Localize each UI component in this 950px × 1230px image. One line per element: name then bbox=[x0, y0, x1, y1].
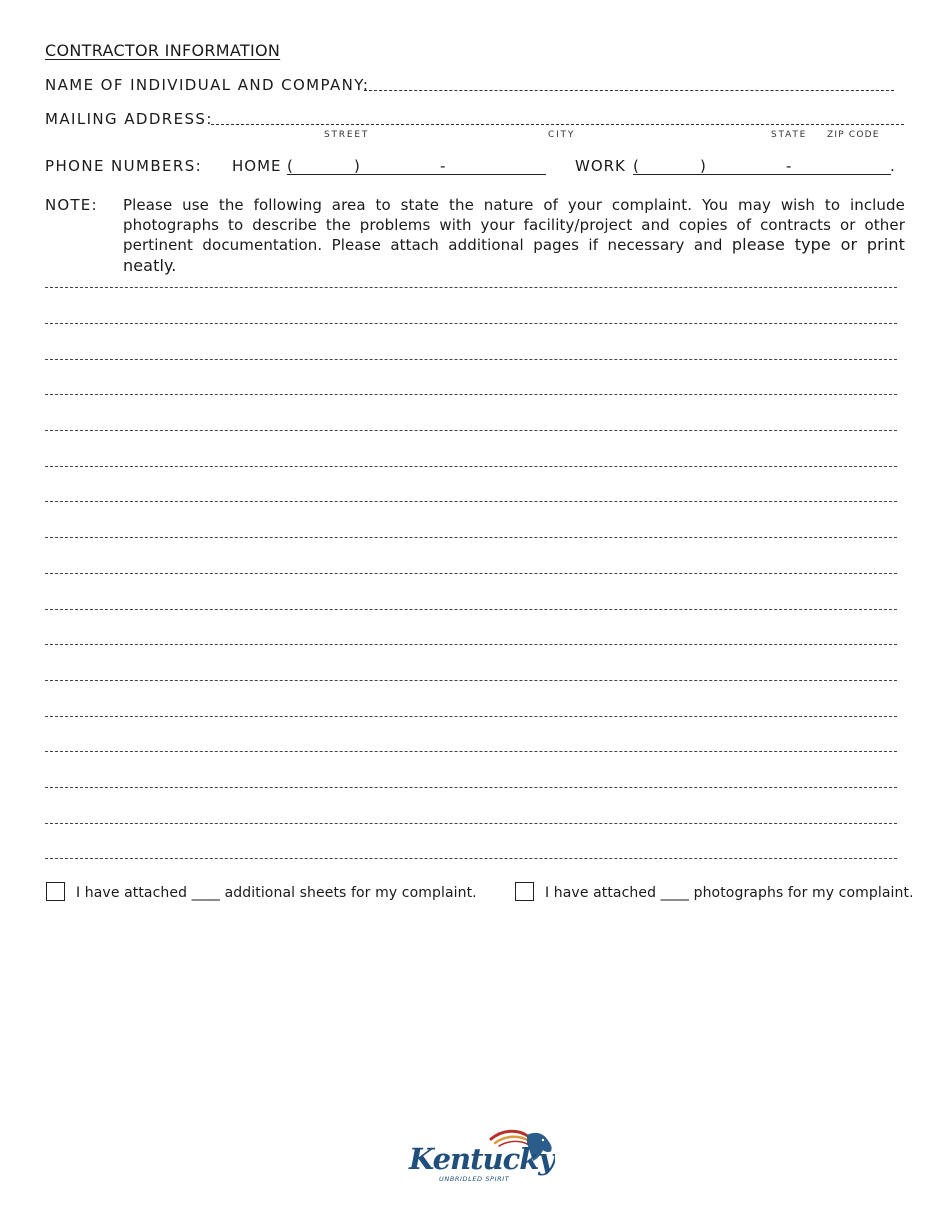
city-caption: CITY bbox=[548, 130, 576, 140]
complaint-line[interactable] bbox=[45, 287, 897, 288]
complaint-line[interactable] bbox=[45, 501, 897, 502]
state-caption: STATE bbox=[771, 130, 808, 140]
logo-wordmark: Kentucky bbox=[409, 1142, 555, 1176]
home-paren-close: ) bbox=[354, 157, 361, 175]
complaint-line[interactable] bbox=[45, 858, 897, 859]
complaint-line[interactable] bbox=[45, 751, 897, 752]
complaint-line[interactable] bbox=[45, 573, 897, 574]
name-field[interactable] bbox=[364, 90, 894, 91]
logo-tagline: UNBRIDLED SPIRIT bbox=[439, 1175, 510, 1183]
note-emphasis: please type or print neatly. bbox=[123, 235, 906, 275]
photographs-checkbox[interactable] bbox=[515, 882, 534, 901]
home-dash: - bbox=[440, 157, 447, 175]
home-label: HOME bbox=[232, 157, 282, 175]
mailing-address-label: MAILING ADDRESS: bbox=[45, 110, 213, 128]
note-text bbox=[123, 196, 905, 276]
complaint-line[interactable] bbox=[45, 716, 897, 717]
home-paren-open: ( bbox=[287, 157, 294, 175]
complaint-line[interactable] bbox=[45, 537, 897, 538]
complaint-line[interactable] bbox=[45, 323, 897, 324]
complaint-line[interactable] bbox=[45, 644, 897, 645]
note-label: NOTE: bbox=[45, 196, 98, 214]
photographs-label: I have attached ____ photographs for my complaint. bbox=[545, 885, 914, 901]
additional-sheets-checkbox[interactable] bbox=[46, 882, 65, 901]
complaint-line[interactable] bbox=[45, 394, 897, 395]
complaint-line[interactable] bbox=[45, 823, 897, 824]
horse-eye bbox=[542, 1139, 544, 1141]
work-label: WORK bbox=[575, 157, 626, 175]
complaint-line[interactable] bbox=[45, 359, 897, 360]
note-body: Please use the following area to state the nature of your complaint. You may wish to include photographs to describe the problems with your facility/project and copies of contracts or other pertinent documentation. Please attach additional pages if necessary and bbox=[123, 196, 905, 254]
zip-code-caption: ZIP CODE bbox=[827, 130, 880, 140]
kentucky-logo bbox=[407, 1125, 555, 1185]
phone-numbers-label: PHONE NUMBERS: bbox=[45, 157, 203, 175]
work-paren-open: ( bbox=[633, 157, 640, 175]
mailing-address-field[interactable] bbox=[211, 124, 904, 125]
street-caption: STREET bbox=[324, 130, 370, 140]
home-phone-field[interactable] bbox=[287, 174, 546, 175]
complaint-line[interactable] bbox=[45, 680, 897, 681]
complaint-line[interactable] bbox=[45, 787, 897, 788]
additional-sheets-label: I have attached ____ additional sheets for my complaint. bbox=[76, 885, 477, 901]
work-end-period: . bbox=[890, 157, 896, 175]
complaint-line[interactable] bbox=[45, 466, 897, 467]
complaint-line[interactable] bbox=[45, 430, 897, 431]
complaint-line[interactable] bbox=[45, 609, 897, 610]
work-phone-field[interactable] bbox=[633, 174, 891, 175]
section-title: CONTRACTOR INFORMATION bbox=[45, 41, 281, 60]
name-label: NAME OF INDIVIDUAL AND COMPANY: bbox=[45, 76, 370, 94]
work-dash: - bbox=[786, 157, 793, 175]
work-paren-close: ) bbox=[700, 157, 707, 175]
